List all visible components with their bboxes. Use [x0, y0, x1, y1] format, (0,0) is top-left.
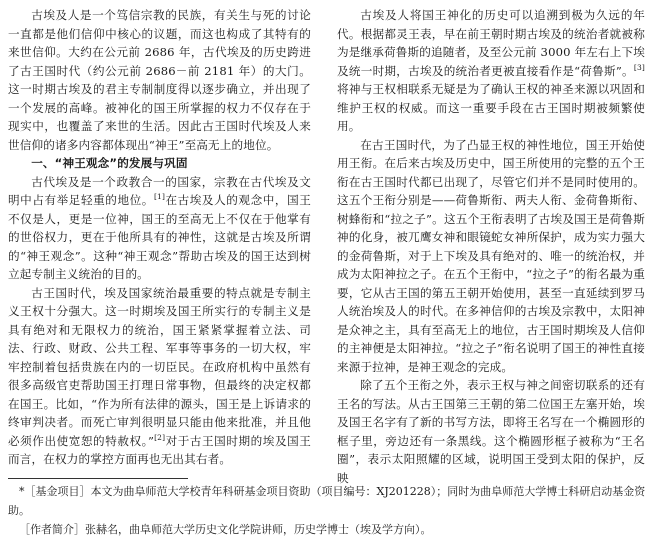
paragraph-text: 对于古王国时期的埃及国王而言，在权力的掌控方面再也无出其右者。	[8, 433, 311, 466]
footnote-divider	[8, 478, 188, 479]
paragraph-text: 在古埃及人的观念中，国王不仅是人，更是一位神，国王的至高无上不仅在于他掌有的世俗权力，更在于他所具有的神性，这就是古埃及所谓的“神王观念”。这种“神王观念”帮助古埃及的国王达到树立起专制主义统治的目的。	[8, 193, 311, 281]
paragraph-absolutism	[8, 284, 311, 469]
section-heading: 一、“神王观念”的发展与巩固	[31, 156, 188, 170]
paragraph-theocracy	[8, 173, 311, 284]
right-column	[337, 6, 645, 487]
paragraph-text: 古代埃及是一个政教合一的国家，宗教在古代埃及文明中占有举足轻重的地位。	[8, 174, 311, 207]
paragraph-intro: 古埃及人是一个笃信宗教的民族，有关生与死的讨论一直都是他们信仰中核心的议题，而这也构成了其特有的来世信仰。大约在公元前 2686 年，古代埃及的历史跨进了古王国时代（约公元前 2686－前 2181 年）的大门。这一时期古埃及的君主专制制度得以逐步确立，并出现了一个发展的高峰。被神化的国王所掌握的权力不仅存在于现实中，也覆盖了来世的生活。因此古王国时代埃及人来世信仰的诸多内容都体现出“神王”至高无上的地位。	[8, 8, 311, 152]
citation-ref: [3]	[633, 62, 645, 72]
paragraph-text: 古埃及人将国王神化的历史可以追溯到极为久远的年代。根据都灵王表，早在前王朝时期古埃及的统治者就被称为是继承荷鲁斯的追随者，及至公元前 3000 年左右上下埃及统一时期，古埃及的统治者更被直接看作是“荷鲁斯”。	[337, 8, 645, 78]
paragraph-deification	[337, 6, 645, 136]
paragraph-cartouche: 除了五个王衔之外，表示王权与神之间密切联系的还有王名的写法。从古王国第三王朝的第二位国王左塞开始，埃及国王名字有了新的书写方法，即将王名写在一个椭圆形的框子里，旁边还有一条黑线。这个椭圆形框子被称为“王名圈”，表示太阳照耀的区域，说明国王受到太阳的保护，反映	[337, 378, 645, 485]
fund-note: *［基金项目］本文为曲阜师范大学校青年科研基金项目资助（项目编号：XJ201228）；同时为曲阜师范大学博士科研启动基金资助。	[8, 485, 646, 517]
citation-ref: [2]	[154, 432, 166, 442]
citation-ref: [1]	[153, 192, 166, 202]
paragraph-text: 古王国时代，埃及国家统治最重要的特点就是专制主义王权十分强大。这一时期埃及国王所实行的专制主义是具有绝对和无限权力的统治，国王紧紧掌握着立法、司法、行政、财政、公共工程、军事等事务的一切大权，牢牢控制着包括贵族在内的一切臣民。在政府机构中虽然有很多高级官吏帮助国王打理日常事物，但最终的决定权都在国王。比如，“作为所有法律的源头，国王是上诉请求的终审判决者。而死亡审判很明显只能由他来批准，并且他必须作出使宽恕的特赦权。”	[8, 285, 311, 448]
author-note: ［作者简介］张赫名，曲阜师范大学历史文化学院讲师，历史学博士（埃及学方向）。	[19, 523, 432, 536]
paragraph-text: 将神与王权相联系无疑是为了确认王权的神圣来源以巩固和维护王权的权威。而这一重要手段在古王国时期被频繁使用。	[337, 82, 645, 133]
footnotes	[8, 482, 648, 539]
left-column	[8, 6, 311, 469]
paragraph-royal-titles: 在古王国时代，为了凸显王权的神性地位，国王开始使用王衔。在后来古埃及历史中，国王所使用的完整的五个王衔在古王国时代都已出现了，尽管它们并不是同时使用的。这五个王衔分别是——荷鲁斯衔、两夫人衔、金荷鲁斯衔、树蜂衔和“拉之子”。这五个王衔表明了古埃及国王是荷鲁斯神的化身，被兀鹰女神和眼镜蛇女神所保护，成为实力强大的金荷鲁斯，对于上下埃及具有绝对的、唯一的统治权，并成为太阳神拉之子。在五个王衔中，“拉之子”的衔名最为重要，它从古王国的第五王朝开始使用，甚至一直延续到罗马人统治埃及人的时代。在多神信仰的古埃及宗教中，太阳神是众神之主，具有至高无上的地位，古王国时期埃及人信仰的主神便是太阳神拉。“拉之子”衔名说明了国王的神性直接来源于拉神，是神王观念的完成。	[337, 137, 645, 374]
